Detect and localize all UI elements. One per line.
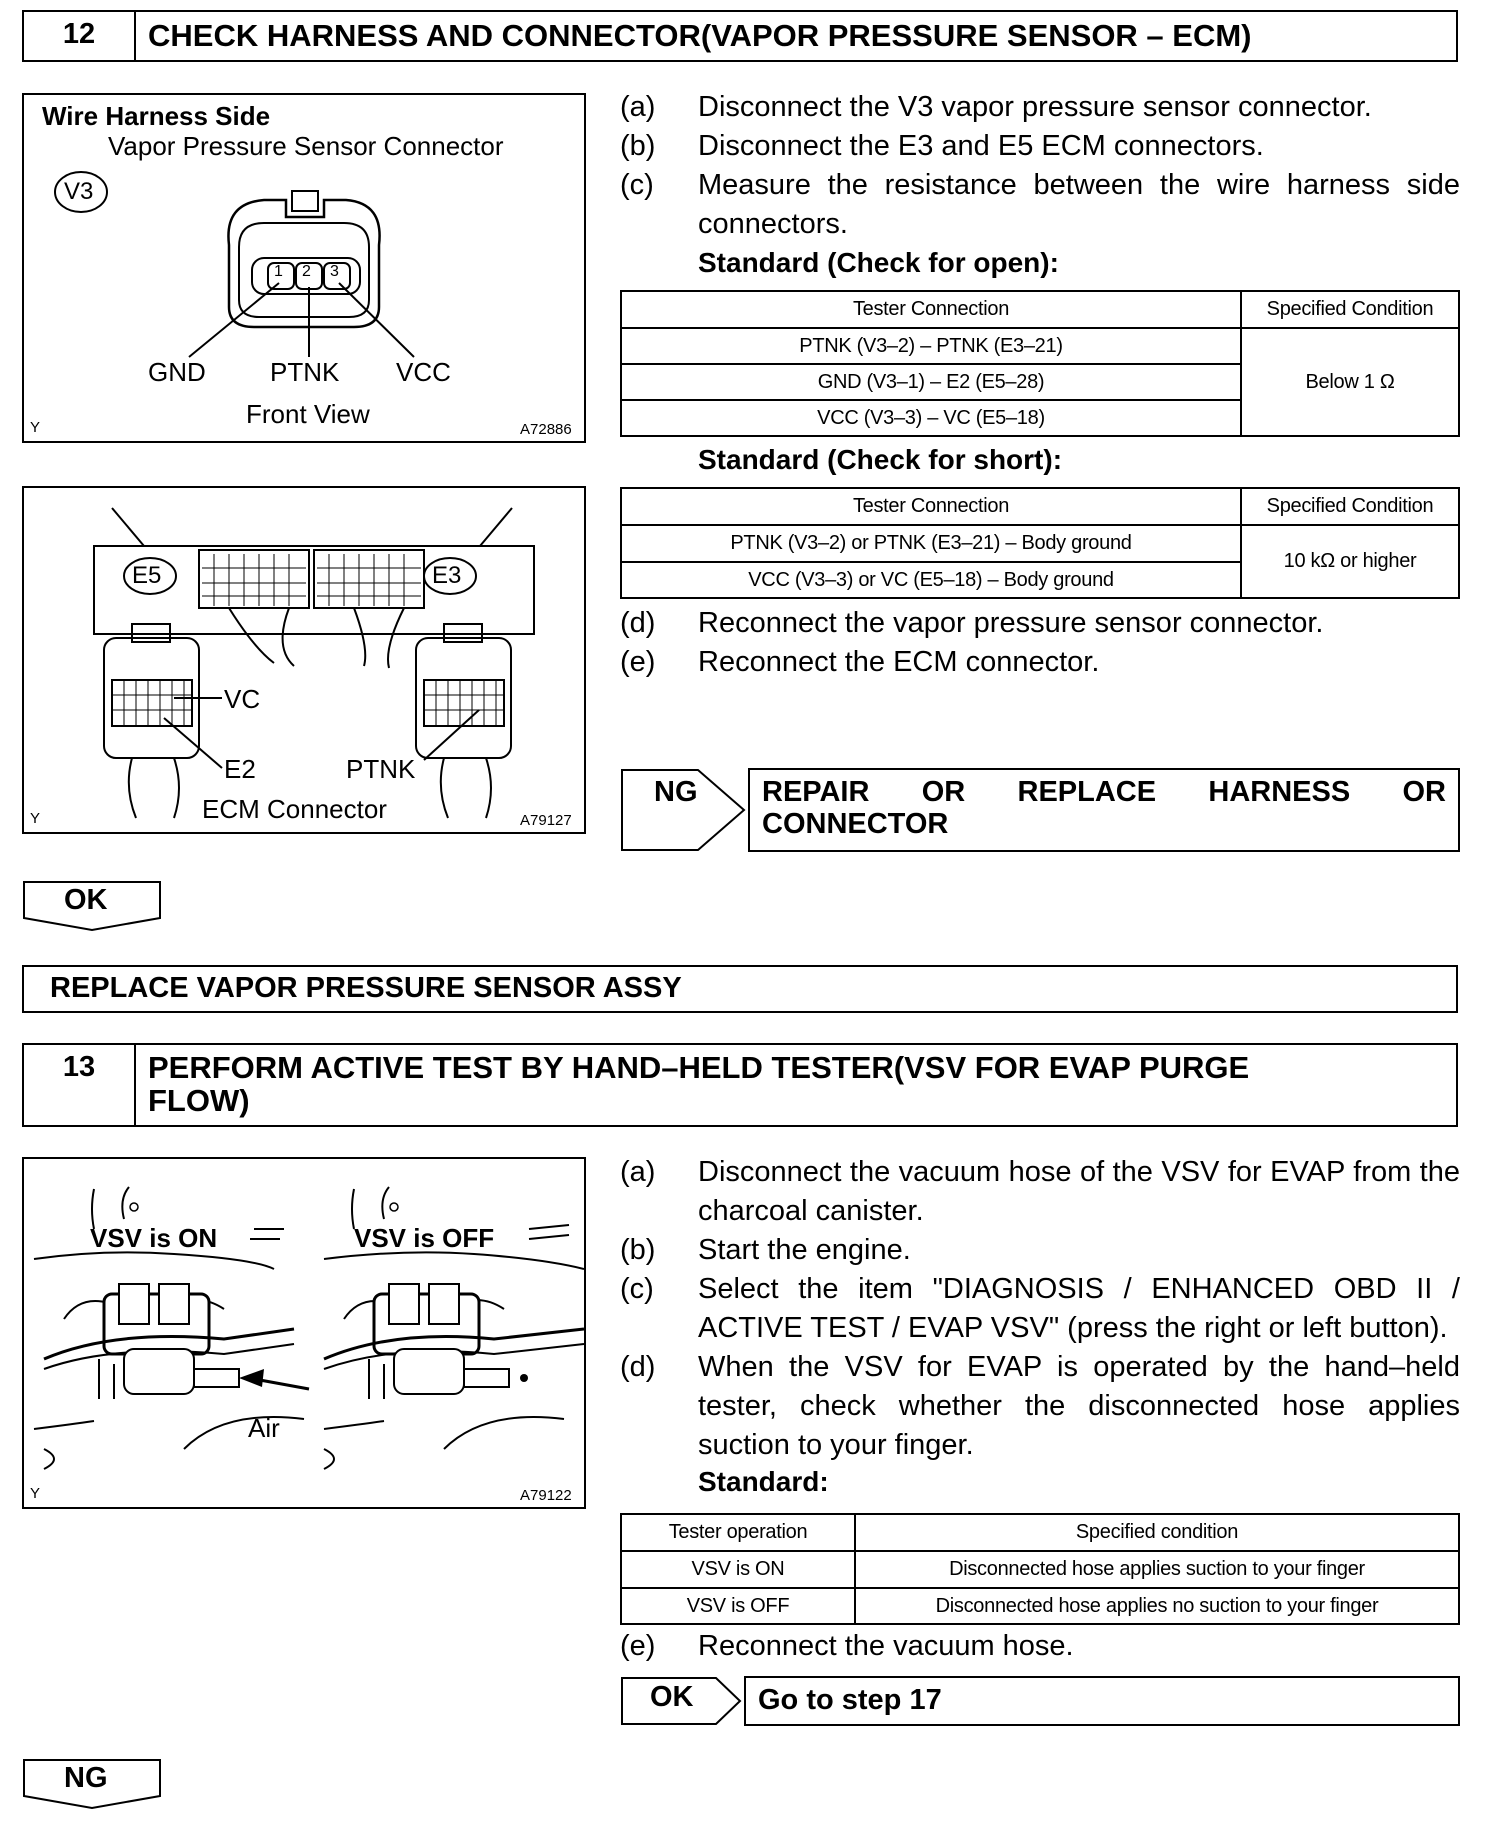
step-number: 13 [24,1045,136,1125]
pin-label-gnd: GND [148,357,206,387]
instruction-item: (b) Disconnect the E3 and E5 ECM connectors. [620,130,1264,162]
table-cell: PTNK (V3–2) – PTNK (E3–21) [621,328,1241,364]
figure-ecm-connector [22,486,586,834]
standard-label: Standard: [698,1466,829,1497]
instruction-item: (d) When the VSV for EVAP is operated by the hand–held tester, check whether the disconnected hose applies suction to your finger. [620,1351,1460,1461]
ng-action-word: REPLACE [1017,776,1157,808]
instruction-item: (a) Disconnect the vacuum hose of the VSV for EVAP from the charcoal canister. [620,1156,1460,1227]
figure-corner-mark: Y [30,1485,41,1502]
step-title-line: PERFORM ACTIVE TEST BY HAND–HELD TESTER(VSV FOR EVAP PURGE [148,1050,1250,1085]
instruction-item: (e) Reconnect the vacuum hose. [620,1630,1074,1662]
step-12-header [22,10,1458,62]
instruction-item: (e) Reconnect the ECM connector. [620,646,1100,678]
connector-id-v3: V3 [64,178,94,205]
connector-id-e5: E5 [132,562,162,589]
table-active-test [620,1513,1460,1625]
instruction-item: (c) Measure the resistance between the wire harness side connectors. [620,169,1460,240]
table-check-short [620,487,1460,599]
pin-label-ptnk: PTNK [270,357,340,387]
instruction-item: (a) Disconnect the V3 vapor pressure sensor connector. [620,91,1372,123]
ng-action-line2: CONNECTOR [762,808,949,840]
table-cell: Disconnected hose applies suction to your finger [855,1551,1459,1588]
table-cell: GND (V3–1) – E2 (E5–28) [621,364,1241,400]
table-cell: PTNK (V3–2) or PTNK (E3–21) – Body ground [621,525,1241,562]
table-cell: Below 1 Ω [1241,328,1459,436]
vsv-drawing [24,1159,586,1509]
ng-action-line1 [762,776,1446,808]
label-e2: E2 [224,754,256,784]
step-13-header [22,1043,1458,1127]
ok-tab-12[interactable] [22,880,162,932]
figure-vapor-pressure-connector [22,93,586,443]
step-title [136,1045,1456,1125]
table-header: Tester Connection [621,488,1241,525]
figure-corner-mark: Y [30,810,41,827]
ng-label: NG [654,776,698,808]
ng-tab-13[interactable] [22,1758,162,1810]
table-header: Specified Condition [1241,488,1459,525]
table-check-open [620,290,1460,437]
step-13-instruction-e [620,1627,1460,1666]
figure-view-caption: Front View [246,399,370,429]
pin-number: 1 [274,263,283,280]
instruction-item: (c) Select the item "DIAGNOSIS / ENHANCED OBD II / ACTIVE TEST / EVAP VSV" (press the right or left button). [620,1273,1460,1344]
vsv-off-label: VSV is OFF [354,1223,495,1253]
table-cell: 10 kΩ or higher [1241,525,1459,598]
step-13-instructions [620,1153,1460,1465]
ok-label: OK [64,884,108,916]
step-title: CHECK HARNESS AND CONNECTOR(VAPOR PRESSURE SENSOR – ECM) [148,18,1252,53]
label-vc: VC [224,684,261,714]
table-cell: VSV is ON [621,1551,855,1588]
table-cell: Disconnected hose applies no suction to your finger [855,1588,1459,1624]
table-header: Specified Condition [1241,291,1459,328]
standard-short-label: Standard (Check for short): [698,444,1063,475]
ng-action-word: HARNESS [1208,776,1351,808]
ng-arrow-tag[interactable] [620,768,748,852]
label-ptnk: PTNK [346,754,416,784]
pin-label-vcc: VCC [396,357,451,387]
table-header: Tester operation [621,1514,855,1551]
table-cell: VCC (V3–3) or VC (E5–18) – Body ground [621,562,1241,598]
ok-label: OK [650,1681,694,1713]
ok-arrow-tag[interactable] [620,1676,744,1726]
figure-vsv-active-test [22,1157,586,1509]
instruction-item: (b) Start the engine. [620,1234,911,1266]
step-title-line: FLOW) [148,1083,250,1118]
standard-open-label: Standard (Check for open): [698,247,1059,278]
instruction-item: (d) Reconnect the vapor pressure sensor connector. [620,607,1324,639]
table-header: Tester Connection [621,291,1241,328]
pin-number: 2 [302,263,311,280]
table-cell: VCC (V3–3) – VC (E5–18) [621,400,1241,436]
go-to-step-box[interactable]: Go to step 17 [744,1676,1460,1726]
figure-heading: Wire Harness Side [42,101,271,131]
replace-sensor-box: REPLACE VAPOR PRESSURE SENSOR ASSY [22,965,1458,1013]
figure-code: A72886 [520,421,572,438]
ng-action-box [748,768,1460,852]
figure-caption: ECM Connector [202,794,387,824]
pin-number: 3 [330,263,339,280]
ng-action-word: REPAIR [762,776,870,808]
table-cell: VSV is OFF [621,1588,855,1624]
table-header: Specified condition [855,1514,1459,1551]
ng-action-word: OR [921,776,966,808]
figure-code: A79122 [520,1487,572,1504]
air-label: Air [248,1413,280,1443]
ng-action-word: OR [1402,776,1446,808]
step-number: 12 [24,12,136,60]
vsv-on-label: VSV is ON [90,1223,218,1253]
figure-subheading: Vapor Pressure Sensor Connector [108,131,504,161]
step-12-instructions [620,88,1460,244]
figure-corner-mark: Y [30,419,41,436]
connector-id-e3: E3 [432,562,462,589]
figure-code: A79127 [520,812,572,829]
step-12-instructions-2 [620,604,1460,682]
ecm-connector-drawing [24,488,586,834]
ng-label: NG [64,1762,108,1794]
